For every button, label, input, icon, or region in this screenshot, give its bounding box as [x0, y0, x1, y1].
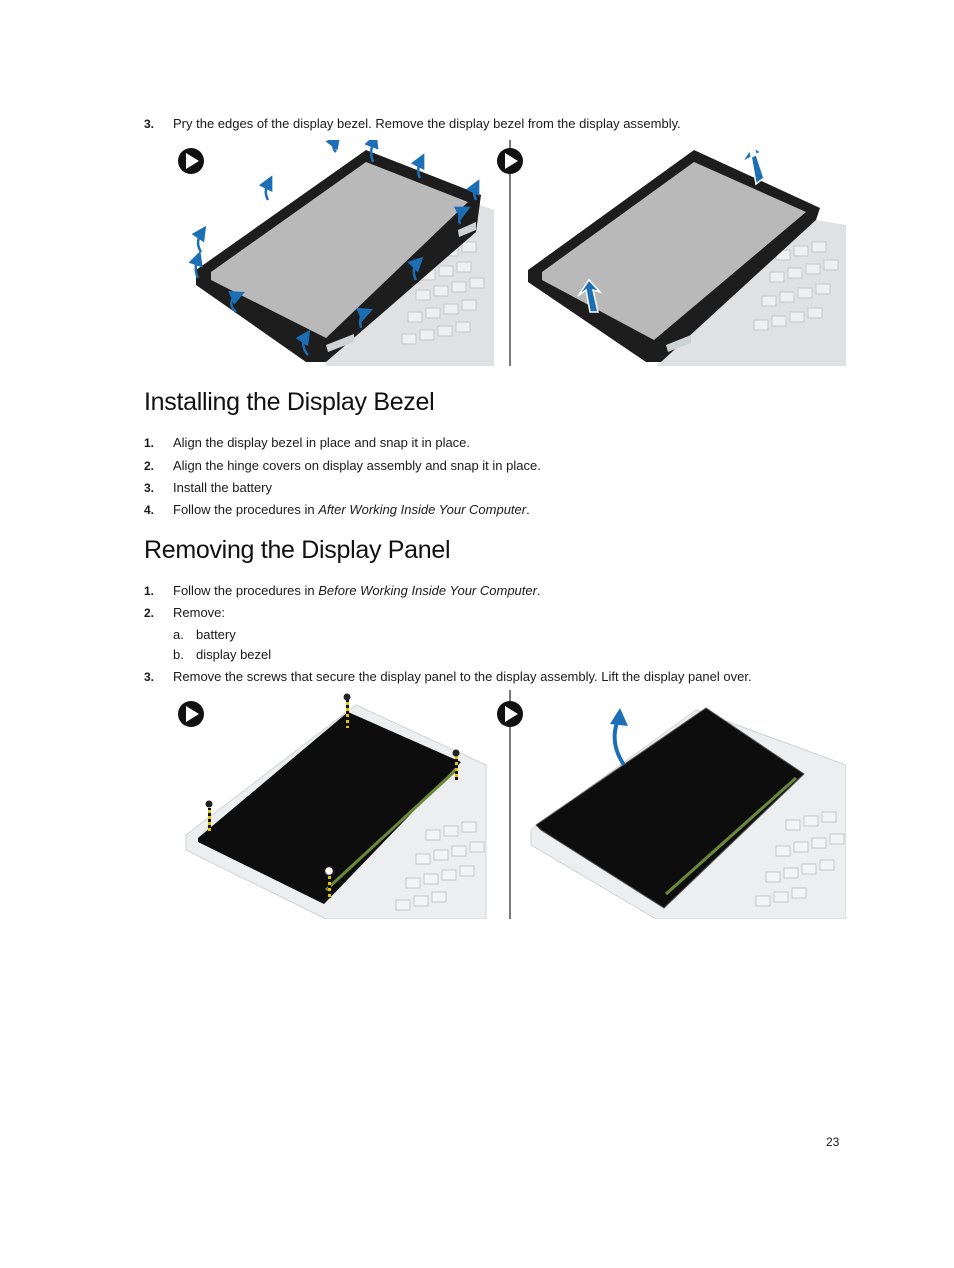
step-number: 3. — [144, 670, 155, 684]
step-text: Align the display bezel in place and snap it in place. — [173, 435, 471, 450]
step-text: Pry the edges of the display bezel. Remove the display bezel from the display assembly. — [173, 116, 681, 131]
substep-letter: b. — [173, 647, 184, 662]
play-circle-icon — [497, 148, 523, 174]
step-text: Align the hinge covers on display assembly and snap it in place. — [173, 458, 541, 473]
step-number: 1. — [144, 584, 155, 598]
removing-display-panel-heading: Removing the Display Panel — [144, 536, 451, 564]
step-text: Remove the screws that secure the display panel to the display assembly. Lift the display panel over. — [173, 669, 752, 684]
step-number: 1. — [144, 436, 155, 450]
before-working-link[interactable]: Before Working Inside Your Computer — [318, 583, 537, 598]
page-number: 23 — [826, 1135, 840, 1149]
step-number: 3. — [144, 481, 155, 495]
step-text: Remove: — [173, 605, 226, 620]
substep-text: battery — [196, 627, 236, 642]
step-number: 3. — [144, 117, 155, 131]
panel-removal-step-right — [497, 701, 846, 919]
step-text: Follow the procedures in Before Working Inside Your Computer. — [173, 583, 541, 598]
panel-removal-figure — [176, 690, 846, 919]
step-text: Follow the procedures in After Working Inside Your Computer. — [173, 502, 530, 517]
step-number: 2. — [144, 606, 155, 620]
step-text: Install the battery — [173, 480, 272, 495]
play-circle-icon — [178, 701, 204, 727]
installing-display-bezel-heading: Installing the Display Bezel — [144, 388, 435, 416]
step-number: 2. — [144, 459, 155, 473]
panel-removal-step-left — [178, 694, 486, 920]
substep-letter: a. — [173, 627, 184, 642]
step-number: 4. — [144, 503, 155, 517]
play-circle-icon — [178, 148, 204, 174]
blue-lift-arrow-icon — [610, 708, 628, 765]
bezel-removal-figure — [176, 140, 846, 366]
bezel-removal-step-left — [178, 140, 494, 366]
substep-text: display bezel — [196, 647, 272, 662]
bezel-removal-step-right — [497, 148, 846, 366]
play-circle-icon — [497, 701, 523, 727]
after-working-link[interactable]: After Working Inside Your Computer — [318, 502, 527, 517]
